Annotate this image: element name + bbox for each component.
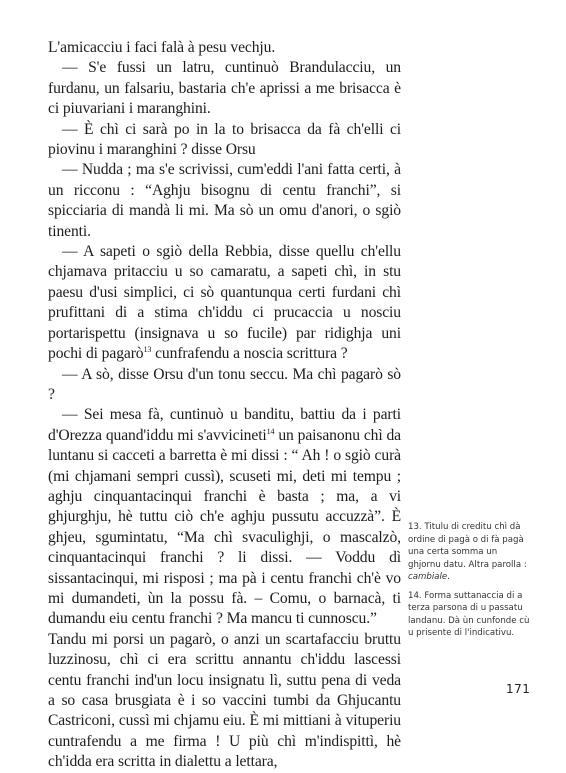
- footnote-ref-13: 13: [143, 344, 152, 354]
- main-text-column: [48, 38, 401, 773]
- footnotes-margin: [408, 521, 532, 646]
- footnote-text: 13. Titulu di creditu chì dà ordine di pagà o di fà pagà una certa somma un ghjornu datu. Altra parolla :: [408, 522, 527, 570]
- paragraph: — A sò, disse Orsu d'un tonu seccu. Ma chì pagarò sò ?: [48, 365, 401, 403]
- paragraph: — S'e fussi un latru, cuntinuò Brandulacciu, un furdanu, un falsariu, bastaria ch'e aprissi a me brisacca è ci piuvariani i maranghini.: [48, 59, 401, 118]
- paragraph: — Nudda ; ma s'e scrivissi, cum'eddi l'ani fatta certi, à un ricconu : “Aghju bisognu di centu franchi”, si spicciaria di mandà li mi. Ma sò un omu d'anori, o sgiò tinenti.: [48, 161, 401, 240]
- footnote-ref-14: 14: [266, 426, 275, 436]
- paragraph-text: cunfrafendu a noscia scrittura ?: [151, 345, 348, 363]
- footnote-tail: .: [447, 572, 450, 582]
- paragraph: Tandu mi porsi un pagarò, o anzi un scartafacciu bruttu luzzinosu, chì ci era scrittu annantu ch'iddu lascessi centu franchi ind'un locu insignatu lì, suttu pena di veda a so casa brusgiata è i so vaccini tumbi da Ghjucantu Castriconi, cussì mi chjamu eiu. È mi mittiani à vituperiu cuntrafendu a me firma ! U più chì m'indispittì, hè ch'idda era scritta in dialettu a lettara,: [48, 630, 401, 771]
- paragraph-text: — Sei mesa fà, cuntinuò u banditu, battiu da i parti d'Orezza quand'iddu mi s'avvicineti: [48, 406, 401, 444]
- footnote-italic-term: cambiale: [408, 572, 448, 582]
- footnote-14: 14. Forma suttanaccia di a terza parsona di u passatu landanu. Dà ùn cunfonde cù u prisente di l'indicativu.: [408, 590, 530, 638]
- paragraph: [48, 242, 401, 364]
- paragraph: [48, 405, 401, 629]
- paragraph-text: un paisanonu chì da luntanu si cacceti a barretta è mi dissi : “ Ah ! o sgiò curà (mi chjamani sempri cussì), scuseti mi, deti mi tempu ; aghju cinquantacinqui franchi è basta ; ma, a vi ghjurghju, hè tuttu ciò ch'e aghju pussutu accuzzà”. È ghjeu, sgumintatu, “Ma chì svaculighji, o mascalzò, cinquantacinqui franchi ? li dissi. — Voddu dì sissantacinqui, mi risposi ; ma pà i centu franchi ch'è vo mi dumandeti, ùn la possu fà. – Comu, o barnacà, ti dumandu eiu centu franchi ? Ma mancu ti cunnoscu.”: [48, 426, 401, 628]
- paragraph: — È chì ci sarà po in la to brisacca da fà ch'elli ci piovinu i maranghini ? disse Orsu: [48, 120, 401, 159]
- page-number: 171: [506, 682, 531, 696]
- footnote-13: [408, 521, 532, 584]
- paragraph: L'amicacciu i faci falà à pesu vechju.: [48, 39, 276, 56]
- paragraph-text: — A sapeti o sgiò della Rebbia, disse quellu ch'ellu chjamava pritacciu u so camaratu, a sapeti chì, in stu paesu d'usi simplici, ci sò quantunqua certi furdani chì prufittani di a stima ch'iddu ci prucaccia u nosciu portarispettu (insignava u so fucile) par ridighja uni pochi di pagarò: [48, 243, 401, 363]
